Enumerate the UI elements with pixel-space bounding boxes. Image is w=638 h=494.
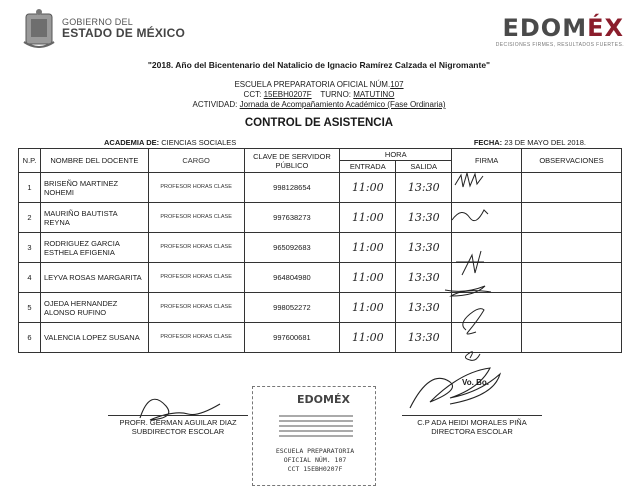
school-name-line — [0, 80, 638, 90]
row-observaciones — [522, 323, 622, 353]
academia-line — [104, 138, 236, 147]
row-entrada: 11:00 — [340, 203, 396, 233]
turno-label: TURNO: — [320, 90, 352, 99]
stamp-line2: OFICIAL NÚM. 107 — [283, 456, 347, 464]
row-clave: 997600681 — [244, 323, 340, 353]
school-name: ESCUELA PREPARATORIA OFICIAL NÚM. — [234, 80, 391, 89]
row-np: 4 — [19, 263, 41, 293]
row-entrada: 11:00 — [340, 263, 396, 293]
school-info — [0, 80, 638, 110]
directora-signature-block — [402, 415, 542, 436]
table-row — [19, 263, 622, 293]
row-observaciones — [522, 203, 622, 233]
actividad-line — [0, 100, 638, 110]
col-name: NOMBRE DEL DOCENTE — [40, 149, 148, 173]
year-motto: "2018. Año del Bicentenario del Natalicio de Ignacio Ramírez Calzada el Nigromante" — [147, 60, 491, 70]
row-np: 6 — [19, 323, 41, 353]
coat-of-arms-icon — [22, 8, 56, 48]
actividad-value: Jornada de Acompañamiento Académico (Fase Ordinaria) — [239, 100, 446, 109]
academia-label: ACADEMIA DE: — [104, 138, 160, 147]
fecha-line — [474, 138, 586, 147]
col-firma: FIRMA — [452, 149, 522, 173]
table-row — [19, 293, 622, 323]
row-name: RODRIGUEZ GARCIA ESTHELA EFIGENIA — [40, 233, 148, 263]
row-name: BRISEÑO MARTINEZ NOHEMI — [40, 173, 148, 203]
brand-tagline: DECISIONES FIRMES, RESULTADOS FUERTES. — [495, 42, 624, 48]
row-cargo: PROFESOR HORAS CLASE — [148, 233, 244, 263]
row-firma — [452, 173, 522, 203]
attendance-table — [18, 148, 622, 353]
row-entrada: 11:00 — [340, 323, 396, 353]
fecha-value: 23 DE MAYO DEL 2018. — [504, 138, 586, 147]
government-header — [22, 8, 185, 48]
cct-line — [0, 90, 638, 100]
col-observaciones: OBSERVACIONES — [522, 149, 622, 173]
subdirector-signature-block — [108, 415, 248, 436]
edomex-logo — [496, 14, 624, 48]
row-clave: 965092683 — [244, 233, 340, 263]
gov-line1: GOBIERNO DEL — [62, 17, 133, 27]
col-cargo: CARGO — [148, 149, 244, 173]
row-clave: 997638273 — [244, 203, 340, 233]
row-cargo: PROFESOR HORAS CLASE — [148, 203, 244, 233]
document-title: CONTROL DE ASISTENCIA — [244, 117, 394, 129]
stamp-lines — [279, 415, 353, 440]
row-np: 3 — [19, 233, 41, 263]
row-observaciones — [522, 293, 622, 323]
row-clave: 998052272 — [244, 293, 340, 323]
row-firma — [452, 293, 522, 323]
directora-signature — [410, 368, 500, 408]
row-name: LEYVA ROSAS MARGARITA — [40, 263, 148, 293]
row-firma — [452, 323, 522, 353]
row-salida: 13:30 — [396, 323, 452, 353]
brand-prefix: EDOM — [502, 14, 588, 42]
row-entrada: 11:00 — [340, 293, 396, 323]
stamp-line3: CCT 15EBH0207F — [287, 465, 343, 473]
gov-line2: ESTADO DE MÉXICO — [62, 26, 185, 40]
row-salida: 13:30 — [396, 263, 452, 293]
brand-wordmark — [496, 14, 624, 42]
row-salida: 13:30 — [396, 203, 452, 233]
row-salida: 13:30 — [396, 233, 452, 263]
row-salida: 13:30 — [396, 173, 452, 203]
school-number: 107 — [390, 80, 404, 89]
cct-value: 15EBH0207F — [263, 90, 312, 99]
row-cargo: PROFESOR HORAS CLASE — [148, 173, 244, 203]
directora-name: C.P ADA HEIDI MORALES PIÑA — [417, 418, 527, 427]
government-name — [62, 17, 185, 39]
row-np: 1 — [19, 173, 41, 203]
col-np: N.P. — [19, 149, 41, 173]
row-name: MAURIÑO BAUTISTA REYNA — [40, 203, 148, 233]
row-clave: 964804980 — [244, 263, 340, 293]
col-salida: SALIDA — [396, 161, 452, 173]
actividad-label: ACTIVIDAD: — [192, 100, 238, 109]
table-row — [19, 323, 622, 353]
stamp-line1: ESCUELA PREPARATORIA — [275, 447, 355, 455]
row-firma — [452, 203, 522, 233]
row-cargo: PROFESOR HORAS CLASE — [148, 323, 244, 353]
directora-title: DIRECTORA ESCOLAR — [431, 427, 513, 436]
vobo-mark: Vo. Bo. — [462, 378, 489, 387]
table-row — [19, 203, 622, 233]
row-name: VALENCIA LOPEZ SUSANA — [40, 323, 148, 353]
row-observaciones — [522, 173, 622, 203]
subdirector-name: PROFR. GERMAN AGUILAR DIAZ — [119, 418, 237, 427]
row-observaciones — [522, 233, 622, 263]
row-observaciones — [522, 263, 622, 293]
row-entrada: 11:00 — [340, 233, 396, 263]
school-stamp — [252, 386, 376, 486]
turno-value: MATUTINO — [353, 90, 395, 99]
row-clave: 998128654 — [244, 173, 340, 203]
brand-suffix: ÉX — [587, 14, 624, 42]
row-np: 2 — [19, 203, 41, 233]
subdirector-title: SUBDIRECTOR ESCOLAR — [131, 427, 225, 436]
row-np: 5 — [19, 293, 41, 323]
row-firma — [452, 233, 522, 263]
header-row — [19, 149, 622, 161]
row-cargo: PROFESOR HORAS CLASE — [148, 293, 244, 323]
row-firma — [452, 263, 522, 293]
cct-label: CCT: — [243, 90, 262, 99]
stamp-brand: EDOMÉX — [297, 393, 350, 406]
col-entrada: ENTRADA — [340, 161, 396, 173]
academia-value: CIENCIAS SOCIALES — [161, 138, 237, 147]
row-entrada: 11:00 — [340, 173, 396, 203]
col-clave: CLAVE DE SERVIDOR PÚBLICO — [244, 149, 340, 173]
col-hora: HORA — [340, 149, 452, 161]
fecha-label: FECHA: — [473, 138, 503, 147]
row-cargo: PROFESOR HORAS CLASE — [148, 263, 244, 293]
stamp-text — [253, 447, 377, 474]
row-name: OJEDA HERNANDEZ ALONSO RUFINO — [40, 293, 148, 323]
row-salida: 13:30 — [396, 293, 452, 323]
table-row — [19, 233, 622, 263]
signature-row-6 — [465, 352, 480, 361]
table-row — [19, 173, 622, 203]
